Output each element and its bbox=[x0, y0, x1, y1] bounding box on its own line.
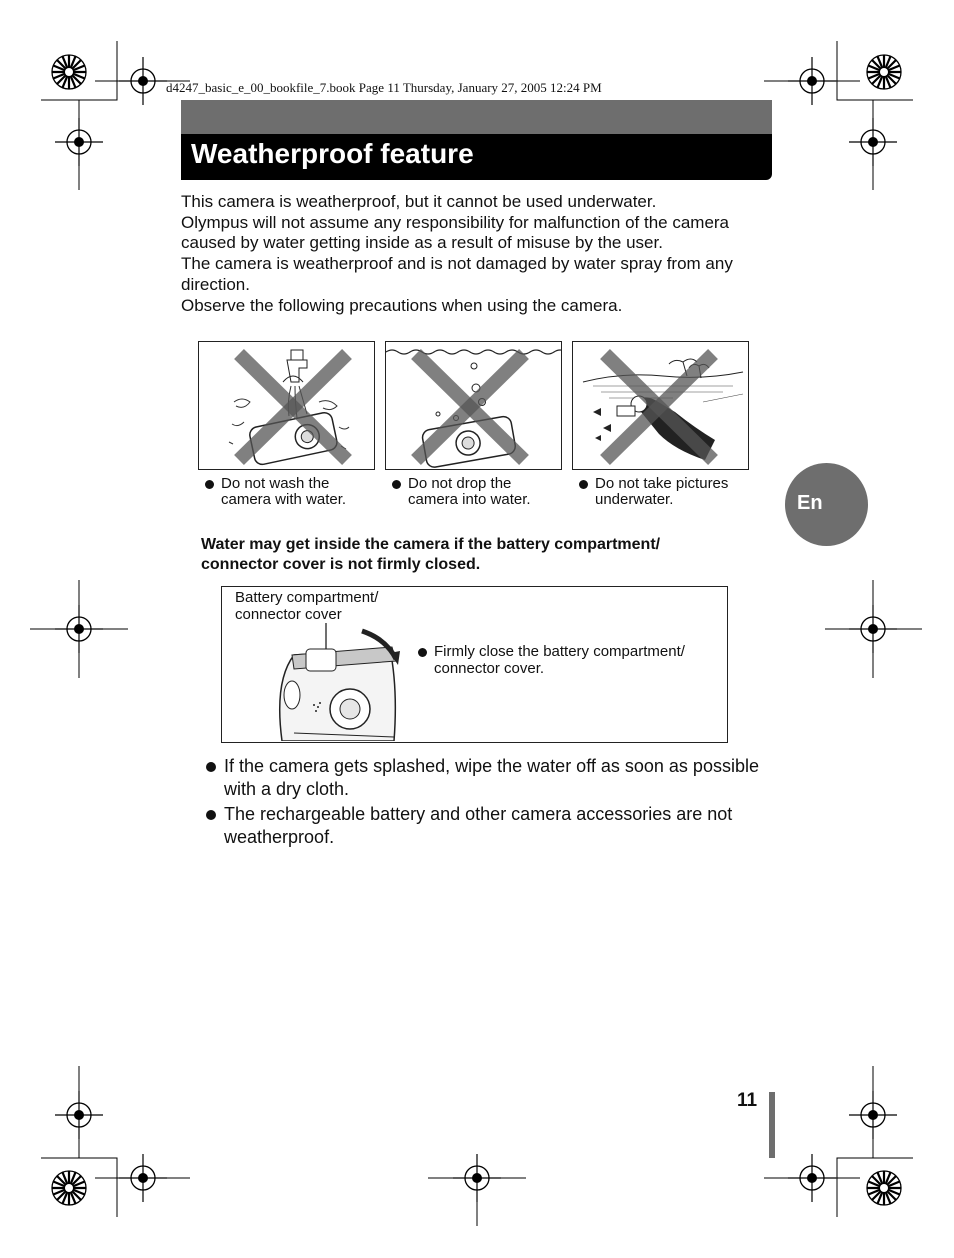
wash-illustration bbox=[198, 341, 375, 470]
bullet-icon bbox=[206, 810, 216, 820]
warning-line: connector cover is not firmly closed. bbox=[201, 555, 481, 573]
bullet-icon bbox=[418, 648, 427, 657]
intro-text bbox=[181, 192, 781, 316]
caption-line: underwater. bbox=[595, 491, 674, 508]
warning-line: Water may get inside the camera if the battery compartment/ bbox=[201, 536, 661, 553]
language-tab-label: En bbox=[797, 492, 823, 514]
page-number: 11 bbox=[737, 1090, 758, 1111]
intro-paragraph: Observe the following precautions when using the camera. bbox=[181, 295, 623, 315]
page-title: Weatherproof feature bbox=[191, 138, 474, 169]
underwater-illustration bbox=[572, 341, 749, 470]
caption-line: camera with water. bbox=[221, 491, 347, 508]
diagram-label-line: connector cover bbox=[235, 606, 342, 623]
tip-line: weatherproof. bbox=[224, 827, 335, 847]
caption-line: Do not take pictures bbox=[595, 475, 729, 492]
caption-line: Do not wash the bbox=[221, 475, 330, 492]
precaution-caption bbox=[205, 476, 375, 508]
instruction-line: Firmly close the battery compartment/ bbox=[434, 643, 685, 660]
bullet-icon bbox=[206, 762, 216, 772]
camera-cover-drawing bbox=[262, 623, 412, 741]
intro-paragraph: Olympus will not assume any responsibility for malfunction of the camera caused by water getting inside as a result of misuse by the user. bbox=[181, 212, 730, 253]
tip-item bbox=[206, 755, 776, 801]
tip-line: The rechargeable battery and other camera accessories are not bbox=[224, 804, 733, 824]
tip-item bbox=[206, 803, 776, 849]
battery-cover-diagram bbox=[221, 586, 728, 743]
intro-paragraph: This camera is weatherproof, but it cannot be used underwater. bbox=[181, 192, 657, 211]
bullet-icon bbox=[392, 480, 401, 489]
print-header: d4247_basic_e_00_bookfile_7.book Page 11 Thursday, January 27, 2005 12:24 PM bbox=[166, 80, 602, 95]
intro-paragraph: The camera is weatherproof and is not damaged by water spray from any direction. bbox=[181, 254, 733, 294]
diagram-label bbox=[235, 589, 378, 623]
drop-illustration bbox=[385, 341, 562, 470]
bullet-icon bbox=[205, 480, 214, 489]
diagram-instruction bbox=[418, 643, 718, 677]
warning-text bbox=[201, 535, 741, 574]
precaution-caption bbox=[392, 476, 562, 508]
diagram-label-line: Battery compartment/ bbox=[235, 589, 379, 606]
instruction-line: connector cover. bbox=[434, 660, 545, 677]
page-number-bar bbox=[769, 1092, 775, 1158]
tip-line: with a dry cloth. bbox=[224, 779, 350, 799]
title-bar-top bbox=[181, 100, 772, 134]
precaution-caption bbox=[579, 476, 754, 508]
caption-line: camera into water. bbox=[408, 491, 531, 508]
bullet-icon bbox=[579, 480, 588, 489]
tip-line: If the camera gets splashed, wipe the water off as soon as possible bbox=[224, 756, 759, 776]
caption-line: Do not drop the bbox=[408, 475, 512, 492]
